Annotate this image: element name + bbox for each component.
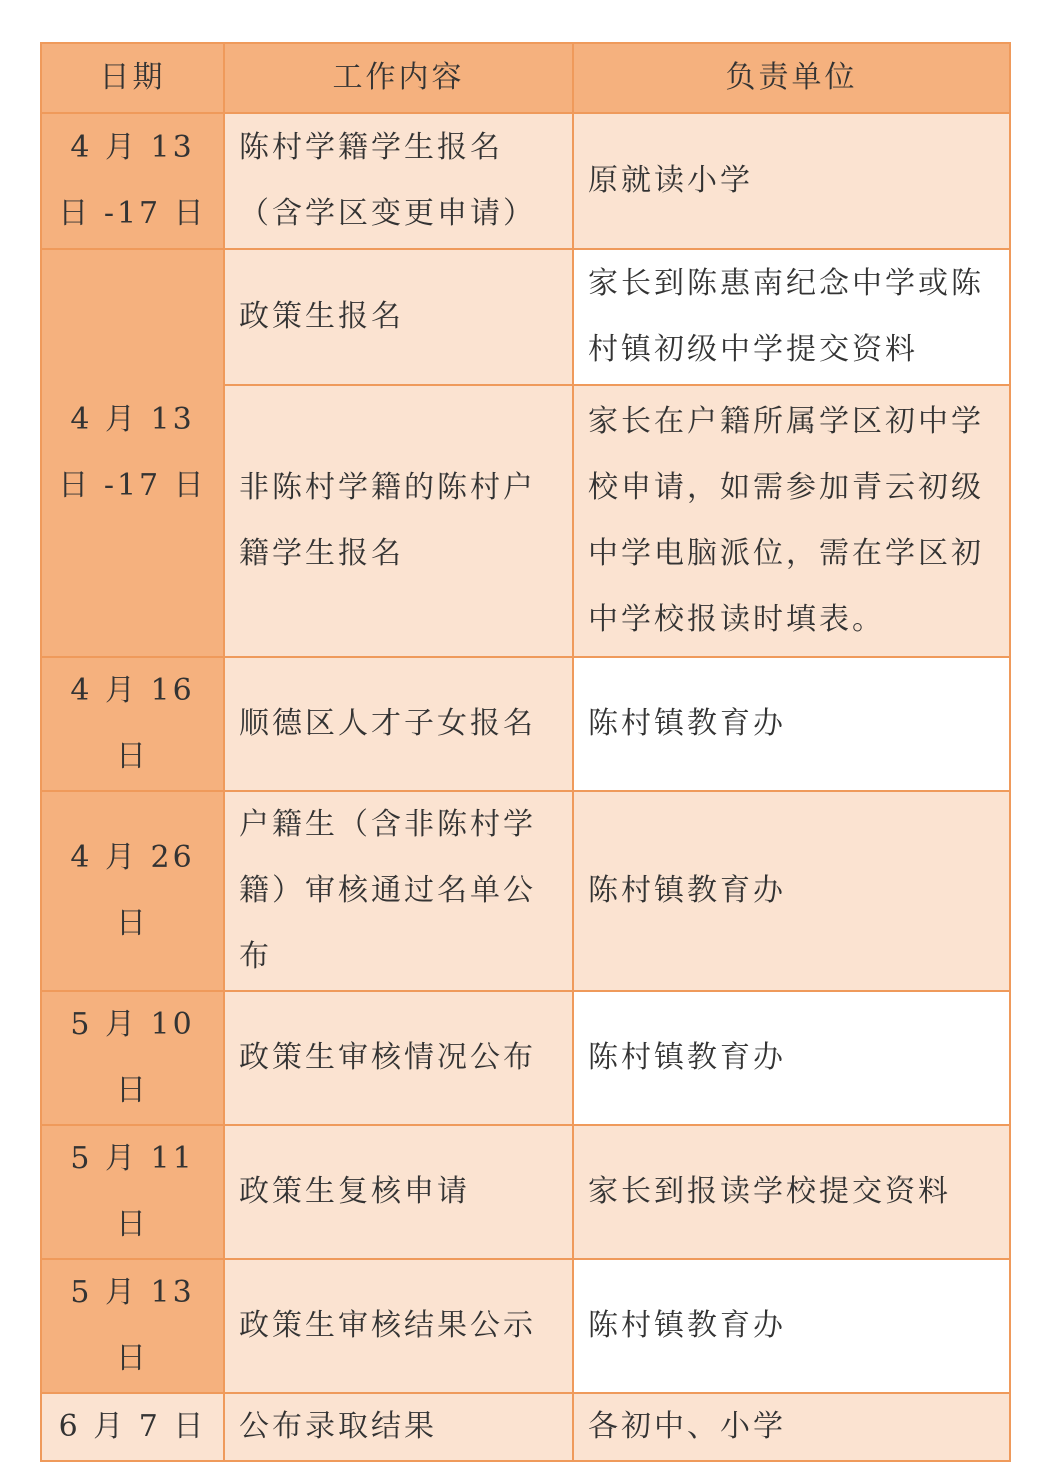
table-row	[41, 1393, 1010, 1461]
unit-cell: 家长到陈惠南纪念中学或陈村镇初级中学提交资料	[573, 249, 1010, 385]
unit-cell: 陈村镇教育办	[573, 657, 1010, 791]
work-cell: 陈村学籍学生报名（含学区变更申请）	[224, 113, 573, 249]
date-cell: 4 月 16 日	[41, 657, 224, 791]
work-cell: 户籍生（含非陈村学籍）审核通过名单公布	[224, 791, 573, 991]
header-date: 日期	[41, 43, 224, 113]
unit-cell: 家长在户籍所属学区初中学校申请，如需参加青云初级中学电脑派位，需在学区初中学校报读时填表。	[573, 385, 1010, 657]
work-cell: 政策生报名	[224, 249, 573, 385]
work-cell: 非陈村学籍的陈村户籍学生报名	[224, 385, 573, 657]
work-cell: 政策生审核情况公布	[224, 991, 573, 1125]
date-cell: 5 月 13 日	[41, 1259, 224, 1393]
header-responsible-unit: 负责单位	[573, 43, 1010, 113]
unit-cell: 家长到报读学校提交资料	[573, 1125, 1010, 1259]
table-row	[41, 991, 1010, 1125]
work-cell: 政策生审核结果公示	[224, 1259, 573, 1393]
unit-cell: 陈村镇教育办	[573, 1259, 1010, 1393]
unit-cell: 陈村镇教育办	[573, 791, 1010, 991]
enrollment-schedule-table	[40, 42, 1011, 1462]
date-cell: 4 月 13 日 -17 日	[41, 113, 224, 249]
unit-cell: 原就读小学	[573, 113, 1010, 249]
table-row	[41, 791, 1010, 991]
table-row	[41, 249, 1010, 385]
header-work-content: 工作内容	[224, 43, 573, 113]
table-row	[41, 657, 1010, 791]
date-cell: 5 月 10 日	[41, 991, 224, 1125]
table-row	[41, 1259, 1010, 1393]
work-cell: 顺德区人才子女报名	[224, 657, 573, 791]
work-cell: 政策生复核申请	[224, 1125, 573, 1259]
date-cell: 5 月 11 日	[41, 1125, 224, 1259]
unit-cell: 各初中、小学	[573, 1393, 1010, 1461]
table-row	[41, 113, 1010, 249]
work-cell: 公布录取结果	[224, 1393, 573, 1461]
date-cell: 6 月 7 日	[41, 1393, 224, 1461]
header-row	[41, 43, 1010, 113]
date-cell: 4 月 26 日	[41, 791, 224, 991]
date-cell: 4 月 13 日 -17 日	[41, 249, 224, 657]
unit-cell: 陈村镇教育办	[573, 991, 1010, 1125]
